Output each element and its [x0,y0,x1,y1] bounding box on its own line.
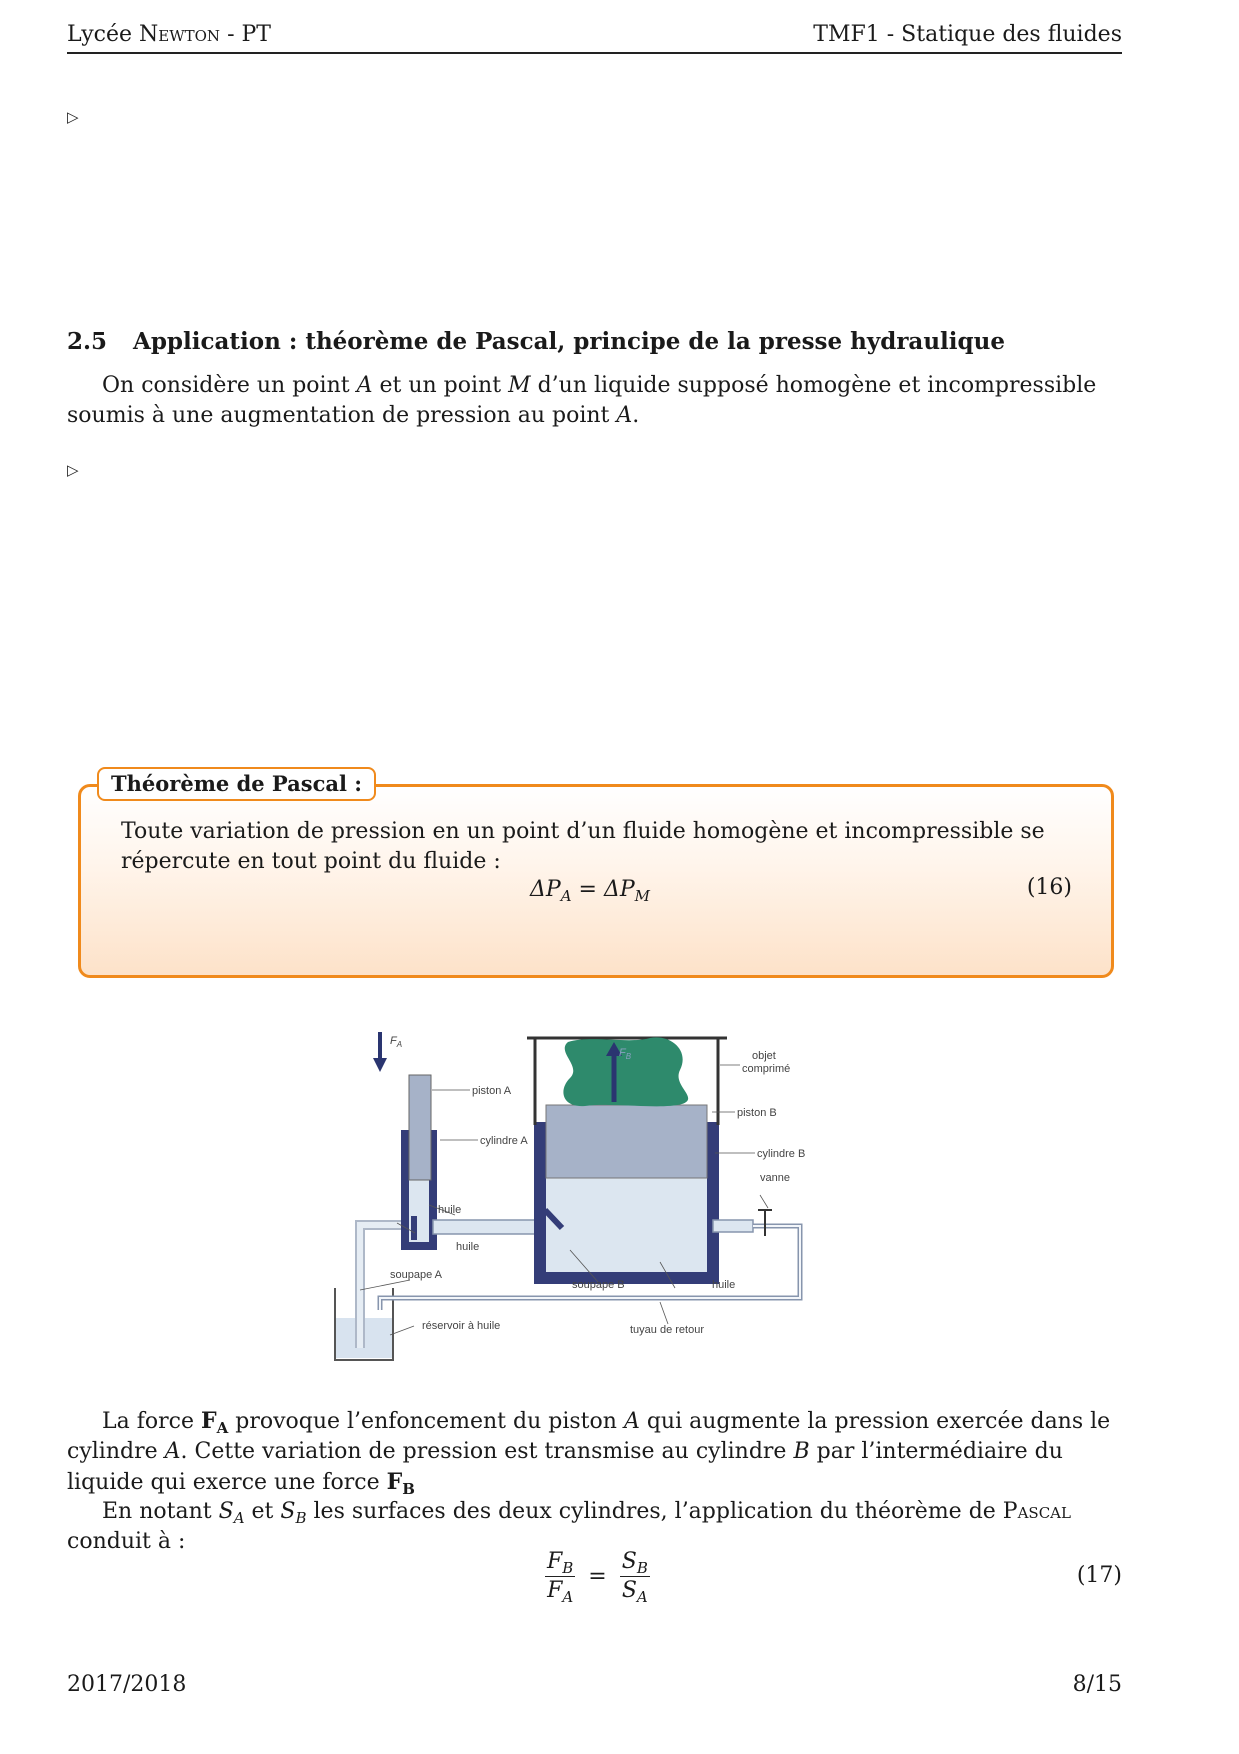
fig-label-cylindre-b: cylindre B [757,1148,806,1160]
header-class: - PT [227,22,271,47]
fraction-surface: $\frac{S_B}{S_A}$ [621,1549,648,1606]
connecting-pipe [433,1220,543,1234]
section-title [67,328,1005,355]
fig-label-huile-a: huile [438,1204,462,1216]
fig-label-huile-b: huile [712,1279,736,1291]
theorem-equation-number: (16) [1026,875,1072,900]
piston-b [546,1105,707,1178]
hydraulic-press-figure [330,1030,870,1366]
fig-label-piston-b: piston B [737,1107,777,1119]
header-school [67,22,271,47]
equation-17: $\frac{F_B}{F_A}$ = $\frac{S_B}{S_A}$ [547,1549,648,1606]
fig-label-cylindre-a: cylindre A [480,1135,528,1147]
fig-label-objet-1: objet [752,1050,776,1062]
fig-label-objet-2: comprimé [742,1063,791,1075]
header-school-word: Lycée [67,22,133,47]
theorem-equation: $\Delta P_A = \Delta P_M$ [530,877,651,905]
soupape-a-shape [411,1216,417,1240]
triangle-marker-icon: ▷ [67,461,79,479]
fig-label-piston-a: piston A [472,1085,512,1097]
fig-label-force-b: $F_B$ [619,1047,632,1061]
triangle-marker-icon: ▷ [67,108,79,126]
fig-label-tuyau: tuyau de retour [630,1324,704,1336]
fig-label-soupape-a: soupape A [390,1269,442,1281]
section-number: 2.5 [67,328,108,355]
theorem-title: Théorème de Pascal : [97,767,376,801]
cylinder-b-oil [546,1178,707,1272]
fig-label-force-a: $F_A$ [390,1035,403,1049]
equation-17-number: (17) [1076,1563,1122,1588]
body-paragraph-2: En notant $S_A$ et $S_B$ les surfaces des deux cylindres, l’application du théorème de Pascal conduit à : [67,1499,1071,1554]
intro-paragraph: On considère un point A et un point M d’un liquide supposé homogène et incompressible soumis à une augmentation de pression au point A. [67,373,1097,428]
footer-page-number: 8/15 [1072,1672,1122,1697]
fig-label-vanne: vanne [760,1172,790,1184]
header-chapter: TMF1 - Statique des fluides [813,22,1122,47]
fig-label-soupape-b: soupape B [572,1279,625,1291]
footer-year: 2017/2018 [67,1672,187,1697]
header-rule [67,52,1122,54]
fig-label-reservoir: réservoir à huile [422,1320,501,1332]
fig-label-huile-pipe: huile [456,1241,480,1253]
header-school-name: Newton [139,22,221,47]
outlet-pipe [713,1220,753,1232]
section-title-text: Application : théorème de Pascal, principe de la presse hydraulique [133,328,1005,355]
compressed-object [563,1037,688,1106]
fraction-force: $\frac{F_B}{F_A}$ [547,1549,574,1606]
theorem-text: Toute variation de pression en un point d’un fluide homogène et incompressible se répercute en tout point du fluide : [121,819,1045,874]
piston-a [409,1075,431,1180]
body-paragraph-1: La force $F_A$ provoque l’enfoncement du piston A qui augmente la pression exercée dans le cylindre A. Cette variation de pression est transmise au cylindre B par l’intermédiaire du liquide qui exerce une force $F_B$ [67,1408,1111,1498]
